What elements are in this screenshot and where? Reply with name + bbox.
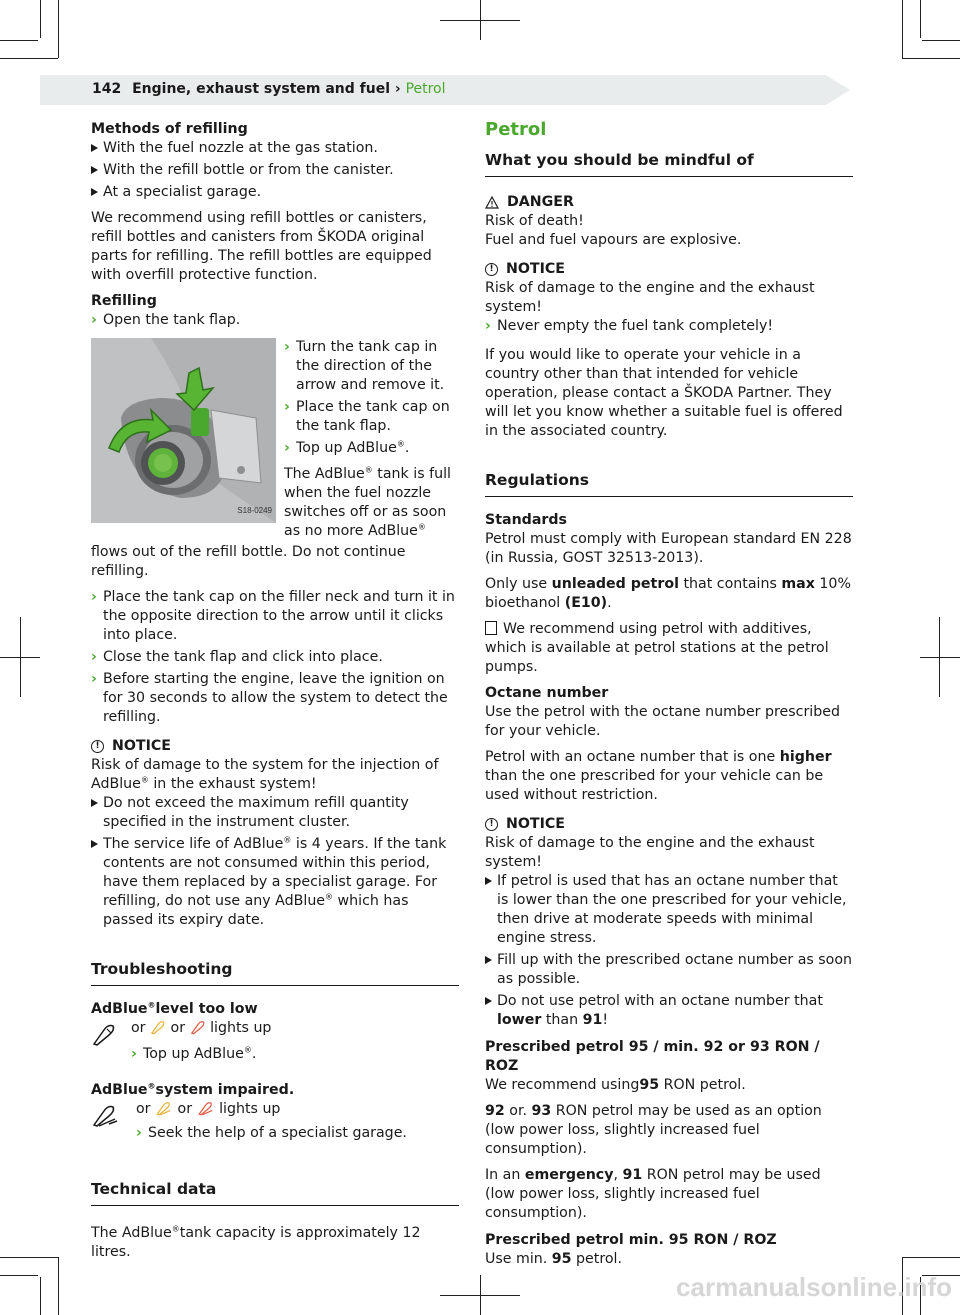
step-arrow-icon: › — [284, 339, 290, 355]
refilling-step-list — [284, 338, 459, 458]
notice-text: Risk of damage to the system for the injection of AdBlue® in the exhaust system! — [91, 757, 439, 792]
troubleshooting-title: Troubleshooting — [91, 960, 459, 986]
additives-tip: We recommend using petrol with additives, which is available at petrol stations at the petrol pumps. — [485, 621, 829, 675]
notice-list — [91, 794, 459, 930]
standards-heading: Standards — [485, 512, 568, 528]
list-item: If petrol is used that has an octane number that is lower than the one prescribed for your vehicle, then drive at moderate speeds with minimal engine stress. — [485, 872, 853, 948]
list-item: The service life of AdBlue® is 4 years. If the tank contents are not consumed within this period, have them replaced by a specialist garage. For refilling, do not use any AdBlue® which has passed its expiry date. — [91, 835, 459, 930]
breadcrumb-separator: › — [394, 81, 401, 97]
methods-list — [91, 139, 459, 202]
adblue-red-icon — [190, 1019, 206, 1035]
danger-line: Risk of death! — [485, 213, 584, 229]
notice-heading: ! NOTICE — [91, 737, 459, 756]
methods-recommendation: We recommend using refill bottles or canisters, refill bottles and canisters from ŠKODA original parts for refilling. The refill bottles are equipped with overfill protective function. — [91, 210, 432, 283]
list-item: › Open the tank flap. — [91, 312, 241, 328]
step-arrow-icon: › — [91, 671, 97, 687]
right-column — [485, 120, 853, 1276]
adblue-low-block — [91, 1019, 459, 1067]
crop-mark — [902, 1257, 960, 1258]
adblue-system-red-icon — [197, 1100, 215, 1116]
tank-cap-figure — [91, 338, 276, 523]
list-item: › Never empty the fuel tank completely! — [485, 318, 774, 334]
octane-higher-text: Petrol with an octane number that is one higher than the one prescribed for your vehicle can be used without restriction. — [485, 749, 832, 803]
refilling-heading: Refilling — [91, 293, 157, 309]
info-icon: ! — [485, 818, 498, 831]
adblue-yellow-icon — [150, 1019, 166, 1035]
crop-mark — [40, 1277, 41, 1315]
adblue-system-warning-icon — [91, 1102, 119, 1128]
notice-text: Risk of damage to the engine and the exhaust system! — [485, 280, 815, 315]
list-item: With the refill bottle or from the canister. — [91, 161, 459, 180]
crop-mark — [58, 1257, 59, 1315]
adblue-impaired-block — [91, 1100, 459, 1144]
crop-mark — [58, 0, 59, 58]
crop-mark — [0, 1257, 58, 1258]
step-arrow-icon: › — [131, 1046, 137, 1062]
adblue-low-action: › Top up AdBlue®. — [131, 1045, 257, 1062]
step-arrow-icon: › — [136, 1125, 142, 1141]
page-number: 142 — [92, 81, 122, 97]
list-item: At a specialist garage. — [91, 183, 459, 202]
adblue-impaired-action: › Seek the help of a specialist garage. — [136, 1125, 407, 1141]
notice-list — [485, 317, 853, 336]
tank-full-text: The AdBlue® tank is full when the fuel nozzle switches off or as soon as no more AdBlue® — [284, 465, 451, 539]
crop-mark — [480, 0, 481, 40]
list-item: › Before starting the engine, leave the ignition on for 30 seconds to allow the system to detect the refilling. — [91, 671, 448, 725]
adblue-warning-icon — [91, 1021, 117, 1047]
crop-mark — [40, 0, 41, 38]
technical-data-title: Technical data — [91, 1180, 459, 1206]
left-column-bottom — [91, 543, 459, 1269]
list-item: › Place the tank cap on the filler neck and turn it in the opposite direction to the arrow until it clicks into place. — [91, 589, 455, 643]
prescribed-95-heading: Prescribed petrol 95 / min. 92 or 93 RON / ROZ — [485, 1039, 820, 1074]
danger-line: Fuel and fuel vapours are explosive. — [485, 232, 742, 248]
info-icon: ! — [91, 740, 104, 753]
crop-mark — [0, 1275, 38, 1276]
section-title: Engine, exhaust system and fuel — [132, 81, 391, 97]
notice-list — [485, 872, 853, 1030]
list-item: Fill up with the prescribed octane number as soon as possible. — [485, 951, 853, 989]
crop-mark — [920, 657, 960, 658]
list-item: › Turn the tank cap in the direction of the arrow and remove it. — [284, 339, 445, 393]
step-arrow-icon: › — [284, 440, 290, 456]
step-arrow-icon: › — [485, 318, 491, 334]
refilling-step-list — [91, 588, 459, 727]
standards-text: Petrol must comply with European standard EN 228 (in Russia, GOST 32513-2013). — [485, 531, 852, 566]
adblue-low-heading: AdBlue®level too low — [91, 1000, 258, 1017]
adblue-system-yellow-icon — [155, 1100, 173, 1116]
crop-mark — [480, 1275, 481, 1315]
step-arrow-icon: › — [91, 312, 97, 328]
danger-heading: DANGER — [485, 193, 853, 212]
crop-mark — [902, 58, 960, 59]
octane-heading: Octane number — [485, 685, 609, 701]
crop-mark — [20, 617, 21, 697]
prescribed-95-option: 92 or. 93 RON petrol may be used as an option (low power loss, slightly increased fuel consumption). — [485, 1103, 822, 1157]
watermark: carmanualsonline.info — [676, 1272, 952, 1302]
adblue-impaired-lights: or or lights up — [136, 1101, 281, 1117]
petrol-title: Petrol — [485, 119, 547, 140]
crop-mark — [922, 40, 960, 41]
adblue-low-lights: or or lights up — [131, 1020, 272, 1036]
tank-flap-illustration — [91, 338, 276, 523]
crop-mark — [0, 40, 38, 41]
warning-triangle-icon — [485, 196, 499, 209]
refilling-side-steps — [284, 338, 459, 548]
crop-mark — [902, 0, 903, 58]
notice-heading: ! NOTICE — [485, 260, 853, 279]
prescribed-min95-heading: Prescribed petrol min. 95 RON / ROZ — [485, 1232, 777, 1248]
mindful-title: What you should be mindful of — [485, 151, 853, 177]
octane-text: Use the petrol with the octane number prescribed for your vehicle. — [485, 704, 840, 739]
prescribed-95-recommend: We recommend using95 RON petrol. — [485, 1077, 746, 1093]
abroad-text: If you would like to operate your vehicle in a country other than that intended for vehicle operation, please contact a ŠKODA Partner. They will let you know whether a suitable fuel is offered in the associated country. — [485, 347, 843, 439]
methods-heading: Methods of refilling — [91, 121, 248, 137]
step-arrow-icon: › — [91, 589, 97, 605]
list-item: Do not exceed the maximum refill quantity specified in the instrument cluster. — [91, 794, 459, 832]
step-arrow-icon: › — [91, 649, 97, 665]
list-item: › Close the tank flap and click into place. — [91, 649, 383, 665]
list-item: › Place the tank cap on the tank flap. — [284, 399, 450, 434]
left-column-top — [91, 120, 459, 333]
crop-mark — [939, 617, 940, 697]
info-icon: ! — [485, 263, 498, 276]
tank-full-continued: flows out of the refill bottle. Do not continue refilling. — [91, 544, 406, 579]
step-arrow-icon: › — [284, 399, 290, 415]
regulations-title: Regulations — [485, 471, 853, 497]
list-item: › Top up AdBlue®. — [284, 439, 410, 456]
prescribed-95-emergency: In an emergency, 91 RON petrol may be used (low power loss, slightly increased fuel consumption). — [485, 1167, 821, 1221]
running-header — [92, 80, 446, 99]
adblue-impaired-heading: AdBlue®system impaired. — [91, 1081, 295, 1098]
crop-mark — [0, 58, 58, 59]
list-item: Do not use petrol with an octane number that lower than 91! — [485, 992, 853, 1030]
tip-icon — [485, 621, 497, 635]
prescribed-min95-text: Use min. 95 petrol. — [485, 1251, 623, 1267]
subsection-title: Petrol — [405, 81, 446, 97]
crop-mark — [920, 0, 921, 38]
notice-text: Risk of damage to the engine and the exhaust system! — [485, 835, 815, 870]
list-item: With the fuel nozzle at the gas station. — [91, 139, 459, 158]
figure-label: S18-0249 — [237, 506, 272, 515]
unleaded-text: Only use unleaded petrol that contains max 10% bioethanol (E10). — [485, 576, 851, 611]
technical-data-text: The AdBlue®tank capacity is approximately 12 litres. — [91, 1224, 421, 1260]
notice-heading: ! NOTICE — [485, 815, 853, 834]
refilling-step-list — [91, 311, 459, 330]
